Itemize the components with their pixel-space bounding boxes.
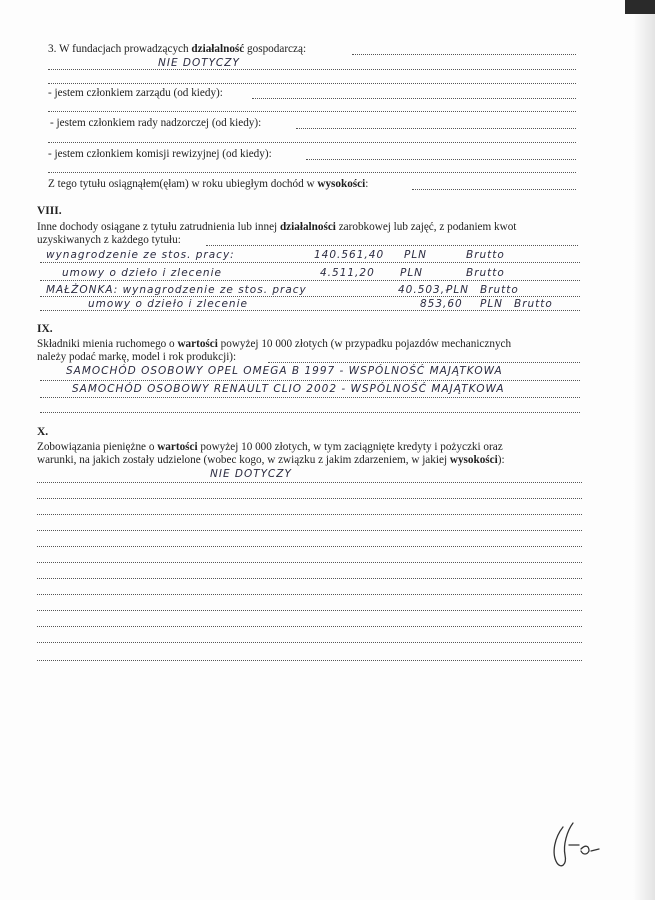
dotted-line (37, 626, 582, 627)
section-viii-line1-suffix: zarobkowej lub zajęć, z podaniem kwot (335, 221, 517, 233)
section-ix-line2: należy podać markę, model i rok produkcji): (37, 351, 237, 363)
section-x-line2 (37, 454, 505, 467)
liabilities-value: NIE DOTYCZY (210, 468, 292, 480)
scan-corner-mark (625, 0, 655, 14)
income-entry-2-currency: PLN (400, 267, 424, 279)
section-viii-line2: uzyskiwanych z każdego tytułu: (37, 234, 181, 246)
section-ix-line1-prefix: Składniki mienia ruchomego o (37, 338, 178, 350)
section-viii-heading: VIII. (37, 205, 62, 217)
income-line-prefix: Z tego tytułu osiągnąłem(ęłam) w roku ubiegłym dochód w (48, 178, 318, 190)
dotted-line (37, 660, 582, 661)
section-x-line2-suffix: ): (497, 454, 505, 466)
foundation-line-prefix: 3. W fundacjach prowadzących (48, 43, 192, 55)
foundation-line-bold: działalność (191, 43, 245, 55)
dotted-line (252, 98, 576, 99)
income-line-suffix: : (365, 178, 369, 190)
dotted-line (37, 642, 582, 643)
income-entry-1-currency: PLN (404, 249, 428, 261)
dotted-line (48, 83, 576, 84)
income-entry-2-type: Brutto (466, 267, 505, 279)
income-entry-3-type: Brutto (480, 284, 519, 296)
movable-asset-2: SAMOCHÓD OSOBOWY RENAULT CLIO 2002 - WSPÓLNOŚĆ MAJĄTKOWA (72, 383, 505, 395)
income-line (48, 178, 368, 191)
income-entry-4-amount: 853,60 (420, 298, 463, 310)
dotted-line (37, 514, 582, 515)
income-entry-1-label: wynagrodzenie ze stos. pracy: (46, 249, 235, 261)
board-member-label: - jestem członkiem zarządu (od kiedy): (48, 87, 223, 99)
dotted-line (268, 362, 580, 363)
income-entry-3-amount: 40.503,- (398, 284, 450, 296)
income-entry-2-label: umowy o dzieło i zlecenie (62, 267, 222, 279)
dotted-line (40, 262, 580, 263)
movable-asset-1: SAMOCHÓD OSOBOWY OPEL OMEGA B 1997 - WSPÓLNOŚĆ MAJĄTKOWA (66, 365, 503, 377)
section-viii-line1 (37, 221, 516, 234)
section-viii-line1-bold: działalności (279, 221, 336, 233)
section-x-line1-bold: wartości (157, 441, 198, 453)
section-ix-heading: IX. (37, 323, 53, 335)
section-x-line2-bold: wysokości (449, 454, 498, 466)
section-ix-line1 (37, 338, 511, 351)
section-x-line2-prefix: warunki, na jakich zostały udzielone (wobec kogo, w związku z jakim zdarzeniem, w jakiej (37, 454, 450, 466)
dotted-line (206, 245, 578, 246)
dotted-line (296, 128, 576, 129)
dotted-line (48, 172, 576, 173)
dotted-line (37, 530, 582, 531)
foundation-line (48, 43, 306, 56)
income-entry-3-currency: PLN (446, 284, 470, 296)
section-viii-line1-prefix: Inne dochody osiągane z tytułu zatrudnienia lub innej (37, 221, 280, 233)
income-entry-3-label: MAŁŻONKA: wynagrodzenie ze stos. pracy (46, 284, 307, 296)
dotted-line (40, 280, 580, 281)
income-entry-4-currency: PLN (480, 298, 504, 310)
dotted-line (37, 610, 582, 611)
income-entry-2-amount: 4.511,20 (320, 267, 375, 279)
dotted-line (37, 562, 582, 563)
dotted-line (37, 482, 582, 483)
dotted-line (352, 54, 576, 55)
foundation-value: NIE DOTYCZY (158, 57, 240, 69)
income-entry-4-label: umowy o dzieło i zlecenie (88, 298, 248, 310)
dotted-line (40, 412, 580, 413)
dotted-line (40, 397, 580, 398)
dotted-line (40, 296, 580, 297)
section-x-line1-suffix: powyżej 10 000 złotych, w tym zaciągnięte kredyty i pożyczki oraz (197, 441, 503, 453)
section-ix-line1-suffix: powyżej 10 000 złotych (w przypadku pojazdów mechanicznych (217, 338, 512, 350)
income-entry-1-amount: 140.561,40 (314, 249, 385, 261)
section-ix-line1-bold: wartości (177, 338, 218, 350)
dotted-line (37, 498, 582, 499)
scan-edge-shadow (633, 0, 655, 900)
dotted-line (37, 578, 582, 579)
dotted-line (37, 546, 582, 547)
audit-member-label: - jestem członkiem komisji rewizyjnej (od kiedy): (48, 148, 272, 160)
dotted-line (40, 380, 580, 381)
income-line-bold: wysokości (317, 178, 366, 190)
dotted-line (412, 189, 576, 190)
dotted-line (48, 142, 576, 143)
dotted-line (48, 111, 576, 112)
income-entry-4-type: Brutto (514, 298, 553, 310)
signature-mark (545, 815, 605, 875)
section-x-heading: X. (37, 426, 49, 438)
foundation-line-suffix: gospodarczą: (244, 43, 307, 55)
dotted-line (40, 310, 580, 311)
dotted-line (37, 594, 582, 595)
dotted-line (306, 159, 576, 160)
supervisory-member-label: - jestem członkiem rady nadzorczej (od kiedy): (50, 117, 262, 129)
income-entry-1-type: Brutto (466, 249, 505, 261)
dotted-line (48, 69, 576, 70)
section-x-line1 (37, 441, 503, 454)
section-x-line1-prefix: Zobowiązania pieniężne o (37, 441, 158, 453)
